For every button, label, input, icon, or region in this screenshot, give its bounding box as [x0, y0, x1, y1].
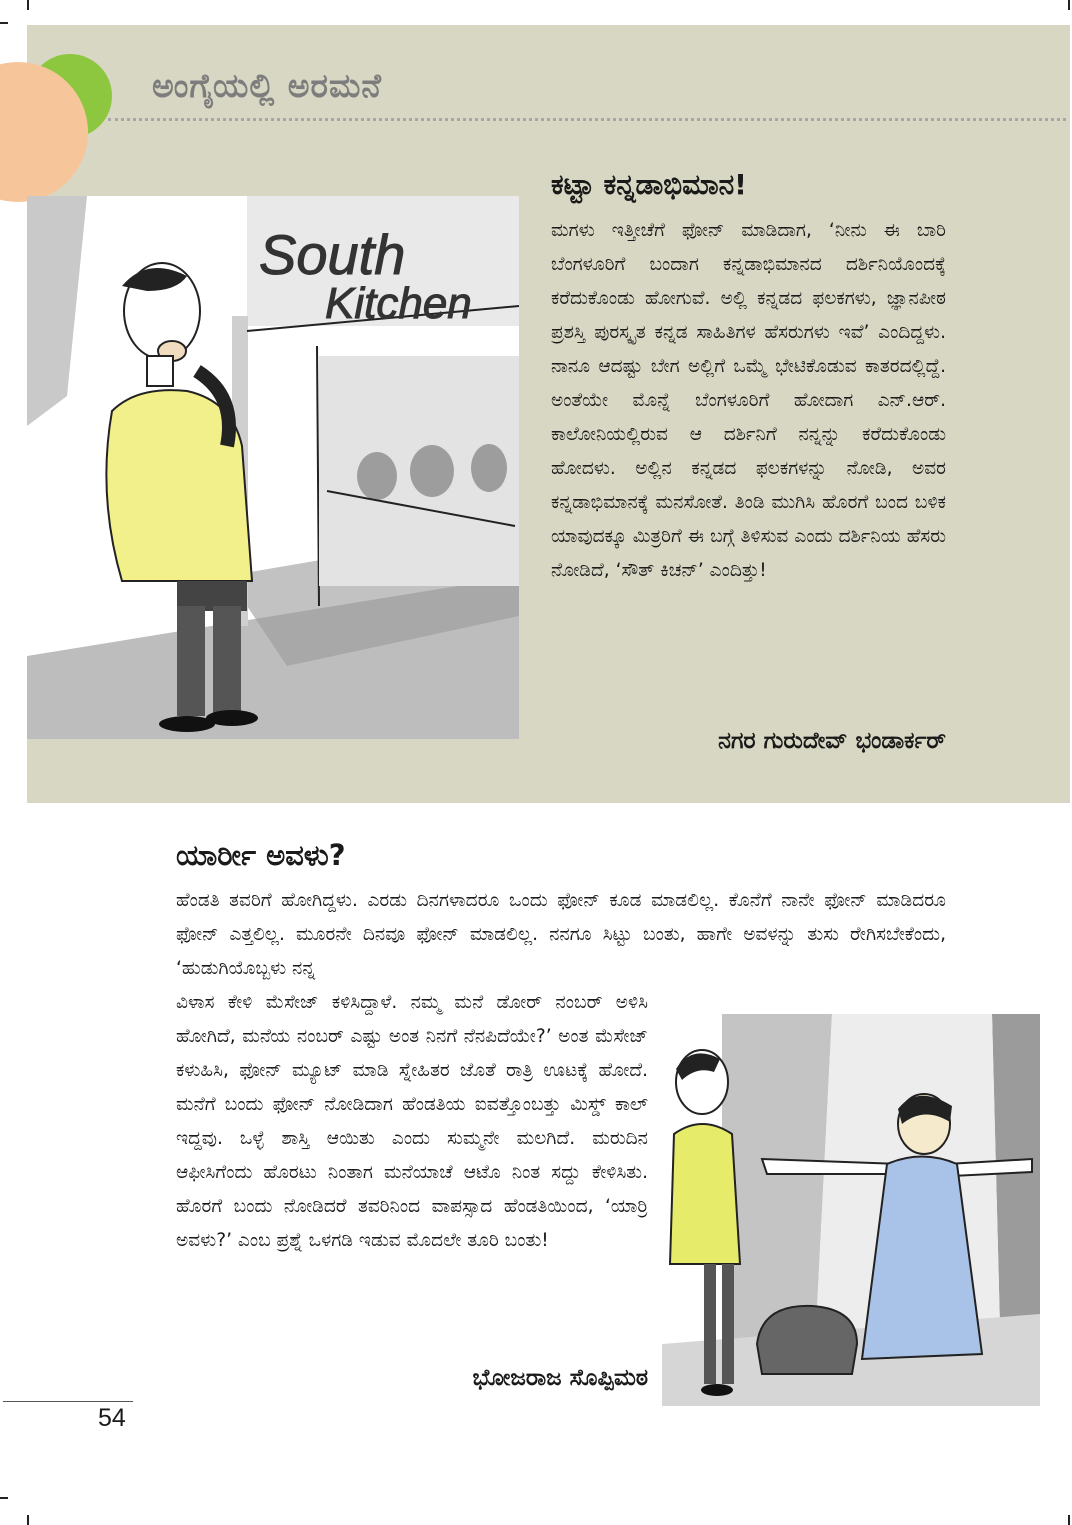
section-title: ಅಂಗೈಯಲ್ಲಿ ಅರಮನೆ [152, 66, 383, 105]
south-kitchen-illustration [27, 196, 519, 739]
story2-body-narrow: ವಿಳಾಸ ಕೇಳಿ ಮೆಸೇಜ್ ಕಳಿಸಿದ್ದಾಳೆ. ನಮ್ಮ ಮನೆ ಡೋರ್ ನಂಬರ್ ಅಳಿಸಿ ಹೋಗಿದೆ, ಮನೆಯ ನಂಬರ್ ಎಷ್ಟು ಅಂತ ನಿನಗೆ ನೆನಪಿದೆಯೇ?’ ಅಂತ ಮೆಸೇಜ್ ಕಳುಹಿಸಿ, ಫೋನ್ ಮ್ಯೂಟ್ ಮಾಡಿ ಸ್ನೇಹಿತರ ಜೊತೆ ರಾತ್ರಿ ಊಟಕ್ಕೆ ಹೋದೆ. ಮನೆಗೆ ಬಂದು ಫೋನ್ ನೋಡಿದಾಗ ಹೆಂಡತಿಯ ಐವತ್ತೊಂಬತ್ತು ಮಿಸ್ಡ್ ಕಾಲ್ ಇದ್ದವು. ಒಳ್ಳೆ ಶಾಸ್ತಿ ಆಯಿತು ಎಂದು ಸುಮ್ಮನೇ ಮಲಗಿದೆ. ಮರುದಿನ ಆಫೀಸಿಗೆಂದು ಹೊರಟು ನಿಂತಾಗ ಮನೆಯಾಚೆ ಆಟೊ ನಿಂತ ಸದ್ದು ಕೇಳಿಸಿತು. ಹೊರಗೆ ಬಂದು ನೋಡಿದರೆ ತವರಿನಿಂದ ವಾಪಸ್ಸಾದ ಹೆಂಡತಿಯಿಂದ, ‘ಯಾರ್ರಿ ಅವಳು?’ ಎಂಬ ಪ್ರಶ್ನೆ ಒಳಗಡಿ ಇಡುವ ಮೊದಲೇ ತೂರಿ ಬಂತು! [176, 992, 648, 1251]
story1-body: ಮಗಳು ಇತ್ತೀಚೆಗೆ ಫೋನ್ ಮಾಡಿದಾಗ, ‘ನೀನು ಈ ಬಾರಿ ಬೆಂಗಳೂರಿಗೆ ಬಂದಾಗ ಕನ್ನಡಾಭಿಮಾನದ ದರ್ಶಿನಿಯೊಂದಕ್ಕೆ ಕರೆದುಕೊಂಡು ಹೋಗುವೆ. ಅಲ್ಲಿ ಕನ್ನಡದ ಫಲಕಗಳು, ಜ್ಞಾನಪೀಠ ಪ್ರಶಸ್ತಿ ಪುರಸ್ಕೃತ ಕನ್ನಡ ಸಾಹಿತಿಗಳ ಹೆಸರುಗಳು ಇವೆ’ ಎಂದಿದ್ದಳು. ನಾನೂ ಆದಷ್ಟು ಬೇಗ ಅಲ್ಲಿಗೆ ಒಮ್ಮೆ ಭೇಟಿಕೊಡುವ ಕಾತರದಲ್ಲಿದ್ದೆ. ಅಂತೆಯೇ ಮೊನ್ನೆ ಬೆಂಗಳೂರಿಗೆ ಹೋದಾಗ ಎನ್.ಆರ್. ಕಾಲೋನಿಯಲ್ಲಿರುವ ಆ ದರ್ಶಿನಿಗೆ ನನ್ನನ್ನು ಕರೆದುಕೊಂಡು ಹೋದಳು. ಅಲ್ಲಿನ ಕನ್ನಡದ ಫಲಕಗಳನ್ನು ನೋಡಿ, ಅವರ ಕನ್ನಡಾಭಿಮಾನಕ್ಕೆ ಮನಸೋತೆ. ತಿಂಡಿ ಮುಗಿಸಿ ಹೊರಗೆ ಬಂದ ಬಳಿಕ ಯಾವುದಕ್ಕೂ ಮಿತ್ರರಿಗೆ ಈ ಬಗ್ಗೆ ತಿಳಿಸುವ ಎಂದು ದರ್ಶಿನಿಯ ಹೆಸರು ನೋಡಿದೆ, ‘ಸೌತ್ ಕಿಚನ್’ ಎಂದಿತ್ತು! [551, 220, 946, 581]
sign-text-kitchen: Kitchen [325, 279, 472, 328]
crop-mark [0, 22, 8, 24]
story2-body-full: ಹೆಂಡತಿ ತವರಿಗೆ ಹೋಗಿದ್ದಳು. ಎರಡು ದಿನಗಳಾದರೂ ಒಂದು ಫೋನ್ ಕೂಡ ಮಾಡಲಿಲ್ಲ. ಕೊನೆಗೆ ನಾನೇ ಫೋನ್ ಮಾಡಿದರೂ ಫೋನ್ ಎತ್ತಲಿಲ್ಲ. ಮೂರನೇ ದಿನವೂ ಫೋನ್ ಮಾಡಲಿಲ್ಲ. ನನಗೂ ಸಿಟ್ಟು ಬಂತು, ಹಾಗೇ ಅವಳನ್ನು ತುಸು ರೇಗಿಸಬೇಕೆಂದು, ‘ಹುಡುಗಿಯೊಬ್ಬಳು ನನ್ನ [176, 890, 946, 979]
page-number: 54 [98, 1404, 126, 1432]
wife-doorway-illustration [662, 1014, 1040, 1406]
story1-heading: ಕಟ್ಟಾ ಕನ್ನಡಾಭಿಮಾನ! [551, 168, 747, 201]
crop-mark [1068, 0, 1070, 10]
crop-mark [27, 1515, 29, 1525]
story2-heading: ಯಾರ್ರೀ ಅವಳು? [176, 838, 346, 872]
crop-mark [0, 1497, 8, 1499]
story1-author: ನಗರ ಗುರುದೇವ್ ಭಂಡಾರ್ಕರ್ [718, 728, 946, 754]
page-number-rule [3, 1401, 133, 1402]
story2-author: ಭೋಜರಾಜ ಸೊಪ್ಪಿಮಠ [472, 1365, 648, 1391]
dotted-divider [108, 118, 1066, 121]
crop-mark [27, 0, 29, 10]
crop-mark [1068, 1515, 1070, 1525]
sign-text-south: South [259, 223, 406, 286]
